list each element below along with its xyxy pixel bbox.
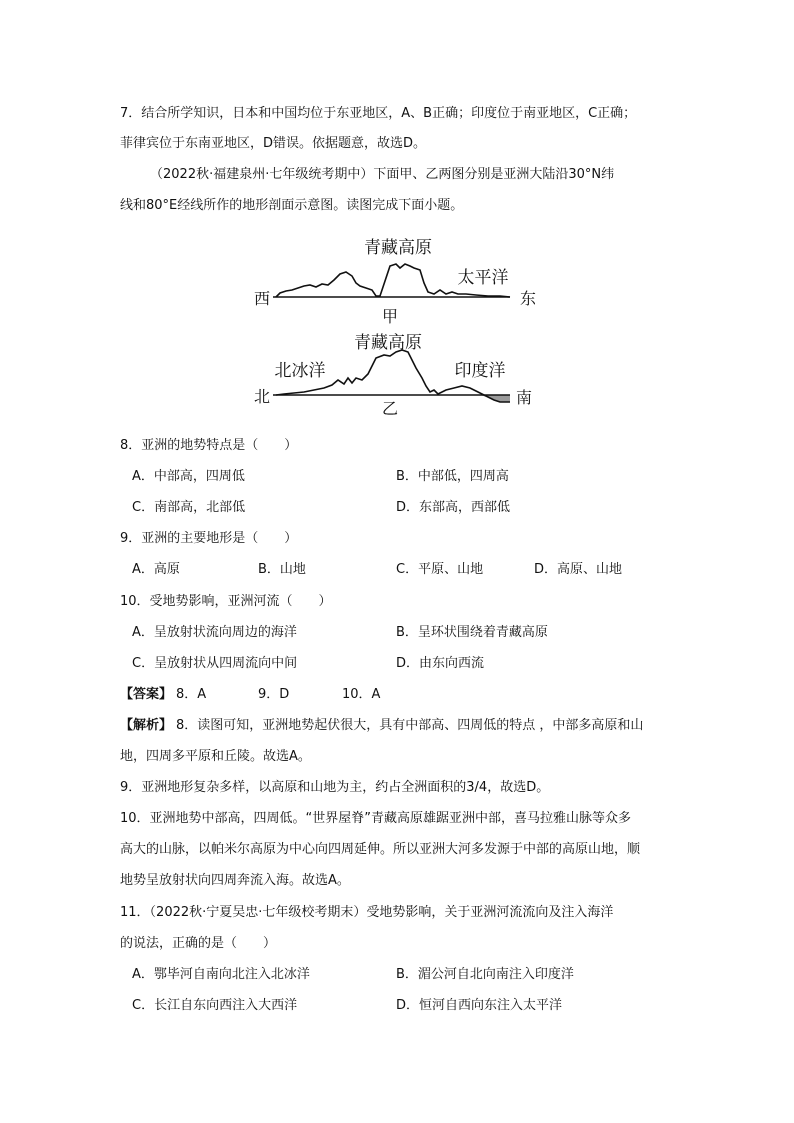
profile-diagram-jia	[248, 228, 548, 328]
question-8-stem: 8．亚洲的地势特点是（ ）	[120, 438, 298, 453]
analysis-line5: 高大的山脉，以帕米尔高原为中心向四周延伸。所以亚洲大河多发源于中部的高原山地，顺	[120, 842, 641, 857]
question-11-stem-line1: 11．（2022秋·宁夏吴忠·七年级校考期末）受地势影响，关于亚洲河流流向及注入海洋	[120, 905, 614, 920]
question-10-option-a[interactable]: A．呈放射状流向周边的海洋	[132, 625, 297, 640]
diagram-jia-west: 西	[254, 289, 271, 308]
diagram-yi-title: 青藏高原	[354, 333, 422, 353]
question-10-option-b[interactable]: B．呈环状围绕着青藏高原	[396, 625, 548, 640]
analysis-line4: 10．亚洲地势中部高，四周低。“世界屋脊”青藏高原雄踞亚洲中部，喜马拉雅山脉等众多	[120, 811, 632, 826]
intro-line2: 线和80°E经线所作的地形剖面示意图。读图完成下面小题。	[120, 198, 464, 213]
question-11-option-a[interactable]: A．鄂毕河自南向北注入北冰洋	[132, 967, 310, 982]
q7-analysis-line1: 7．结合所学知识，日本和中国均位于东亚地区，A、B正确；印度位于南亚地区，C正确；	[120, 106, 637, 121]
q7-analysis-line2: 菲律宾位于东南亚地区，D错误。依据题意，故选D。	[120, 136, 427, 151]
profile-diagram-yi	[248, 328, 548, 418]
analysis-line3: 9．亚洲地形复杂多样，以高原和山地为主，约占全洲面积的3/4，故选D。	[120, 780, 550, 795]
question-10-option-c[interactable]: C．呈放射状从四周流向中间	[132, 656, 298, 671]
analysis-line6: 地势呈放射状向四周奔流入海。故选A。	[120, 873, 350, 888]
question-9-option-b[interactable]: B．山地	[258, 562, 306, 577]
question-9-option-c[interactable]: C．平原、山地	[396, 562, 484, 577]
intro-line1: （2022秋·福建泉州·七年级统考期中）下面甲、乙两图分别是亚洲大陆沿30°N纬	[150, 167, 615, 182]
analysis-tag: 【解析】	[120, 718, 173, 733]
question-9-option-a[interactable]: A．高原	[132, 562, 180, 577]
question-11-option-d[interactable]: D．恒河自西向东注入太平洋	[396, 998, 563, 1013]
question-9-option-d[interactable]: D．高原、山地	[534, 562, 623, 577]
analysis-line1: 8．读图可知，亚洲地势起伏很大，具有中部高、四周低的特点 ，中部多高原和山	[176, 718, 644, 733]
diagram-yi-south: 南	[516, 388, 533, 407]
question-10-option-d[interactable]: D．由东向西流	[396, 656, 485, 671]
diagram-yi-ocean-left: 北冰洋	[274, 361, 326, 381]
diagram-yi-ocean-right: 印度洋	[454, 361, 506, 381]
analysis-line2: 地，四周多平原和丘陵。故选A。	[120, 749, 311, 764]
question-8-option-d[interactable]: D．东部高，西部低	[396, 500, 511, 515]
question-9-stem: 9．亚洲的主要地形是（ ）	[120, 531, 298, 546]
question-11-stem-line2: 的说法，正确的是（ ）	[120, 936, 277, 951]
diagram-jia-ocean: 太平洋	[457, 268, 509, 288]
question-11-option-b[interactable]: B．湄公河自北向南注入印度洋	[396, 967, 574, 982]
diagram-jia-title: 青藏高原	[364, 238, 432, 258]
diagram-jia-east: 东	[520, 289, 537, 308]
diagram-yi-north: 北	[254, 387, 271, 406]
answer-9: 9．D	[258, 687, 290, 702]
diagram-yi-label: 乙	[381, 399, 399, 418]
answer-tag: 【答案】	[120, 687, 173, 702]
question-8-option-c[interactable]: C．南部高，北部低	[132, 500, 246, 515]
answer-8: 8．A	[176, 687, 207, 702]
question-8-option-a[interactable]: A．中部高，四周低	[132, 469, 245, 484]
question-11-option-c[interactable]: C．长江自东向西注入大西洋	[132, 998, 298, 1013]
question-10-stem: 10．受地势影响，亚洲河流（ ）	[120, 594, 332, 609]
diagram-jia-label: 甲	[381, 307, 399, 326]
answer-10: 10．A	[342, 687, 381, 702]
question-8-option-b[interactable]: B．中部低，四周高	[396, 469, 509, 484]
